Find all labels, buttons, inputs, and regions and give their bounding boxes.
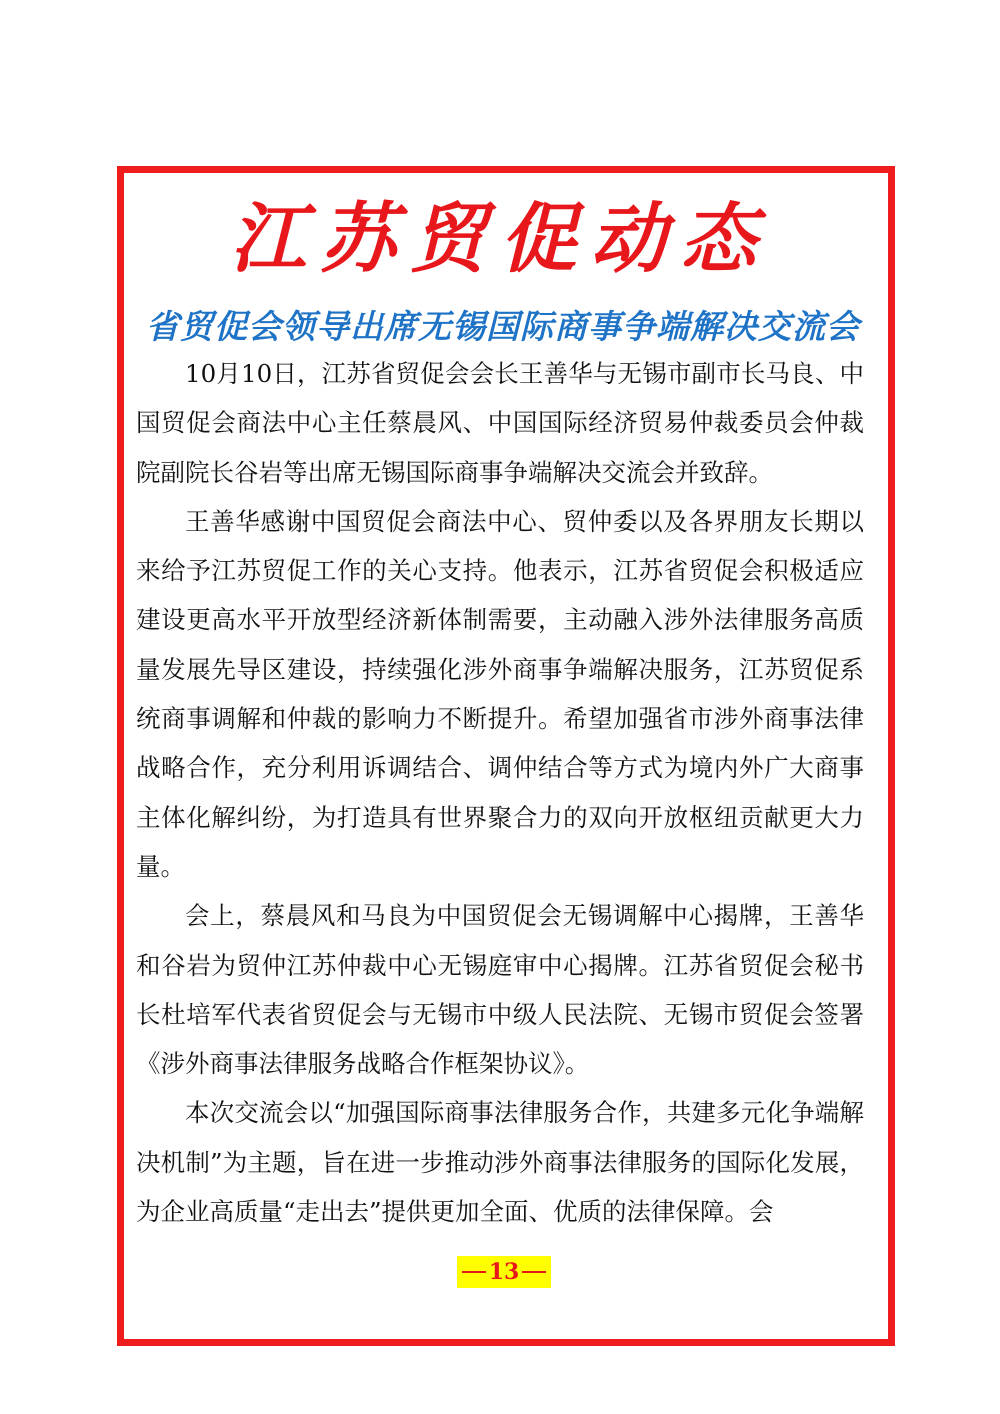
paragraph: 本次交流会以“加强国际商事法律服务合作，共建多元化争端解决机制”为主题，旨在进一步推动涉外商事法律服务的国际化发展，为企业高质量“走出去”提供更加全面、优质的法律保障。会 [136, 1098, 864, 1227]
dash-left [462, 1271, 486, 1273]
article-title: 省贸促会领导出席无锡国际商事争端解决交流会 [146, 307, 860, 346]
paragraph: 王善华感谢中国贸促会商法中心、贸仲委以及各界朋友长期以来给予江苏贸促工作的关心支持。他表示，江苏省贸促会积极适应建设更高水平开放型经济新体制需要，主动融入涉外法律服务高质量发展先导区建设，持续强化涉外商事争端解决服务，江苏贸促系统商事调解和仲裁的影响力不断提升。希望加强省市涉外商事法律战略合作，充分利用诉调结合、调仲结合等方式为境内外广大商事主体化解纠纷，为打造具有世界聚合力的双向开放枢纽贡献更大力量。 [136, 506, 864, 881]
paragraph: 会上，蔡晨风和马良为中国贸促会无锡调解中心揭牌，王善华和谷岩为贸仲江苏仲裁中心无锡庭审中心揭牌。江苏省贸促会秘书长杜培军代表省贸促会与无锡市中级人民法院、无锡市贸促会签署《涉外商事法律服务战略合作框架协议》。 [136, 901, 864, 1079]
paragraph: 10月10日，江苏省贸促会会长王善华与无锡市副市长马良、中国贸促会商法中心主任蔡晨风、中国国际经济贸易仲裁委员会仲裁院副院长谷岩等出席无锡国际商事争端解决交流会并致辞。 [136, 359, 864, 487]
banner-title: 江苏贸促动态 [230, 194, 770, 283]
dash-right [522, 1271, 546, 1273]
article-body [136, 349, 864, 1236]
page-number: 13 [488, 1259, 520, 1285]
page-number-badge [457, 1256, 551, 1288]
